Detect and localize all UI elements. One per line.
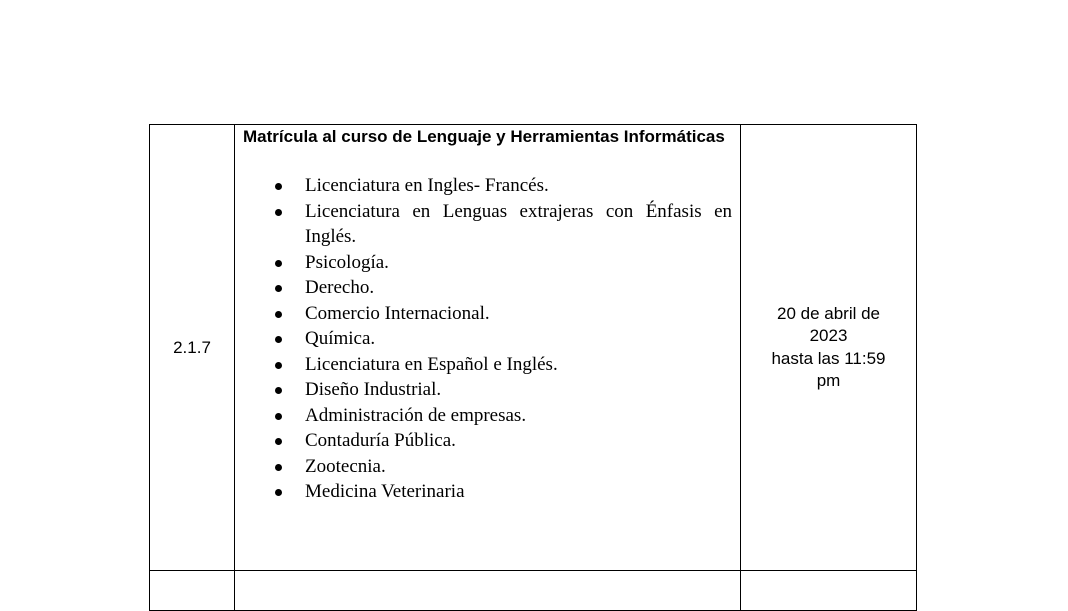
item-code: 2.1.7	[173, 337, 211, 357]
list-item: Administración de empresas.	[305, 403, 732, 429]
list-item: Medicina Veterinaria	[305, 479, 732, 505]
list-item: Licenciatura en Lenguas extrajeras con Énfasis en Inglés.	[305, 199, 732, 250]
list-item: Química.	[305, 326, 732, 352]
list-item: Licenciatura en Ingles- Francés.	[305, 173, 732, 199]
deadline-cell	[741, 125, 917, 571]
next-row-description-cell	[235, 571, 741, 611]
list-item: Comercio Internacional.	[305, 301, 732, 327]
list-item: Diseño Industrial.	[305, 377, 732, 403]
deadline-time: hasta las 11:59 pm	[771, 348, 886, 390]
table-row	[150, 571, 917, 611]
next-row-deadline-cell	[741, 571, 917, 611]
list-item: Derecho.	[305, 275, 732, 301]
table-row	[150, 125, 917, 571]
item-code-cell	[150, 125, 235, 571]
list-item: Psicología.	[305, 250, 732, 276]
schedule-table	[149, 124, 917, 611]
list-item: Contaduría Pública.	[305, 428, 732, 454]
deadline-date: 20 de abril de 2023	[776, 303, 881, 345]
list-item: Licenciatura en Español e Inglés.	[305, 352, 732, 378]
list-item: Zootecnia.	[305, 454, 732, 480]
item-title: Matrícula al curso de Lenguaje y Herramientas Informáticas	[243, 127, 725, 146]
program-list	[243, 173, 732, 505]
description-cell	[235, 125, 741, 571]
next-row-code-cell	[150, 571, 235, 611]
